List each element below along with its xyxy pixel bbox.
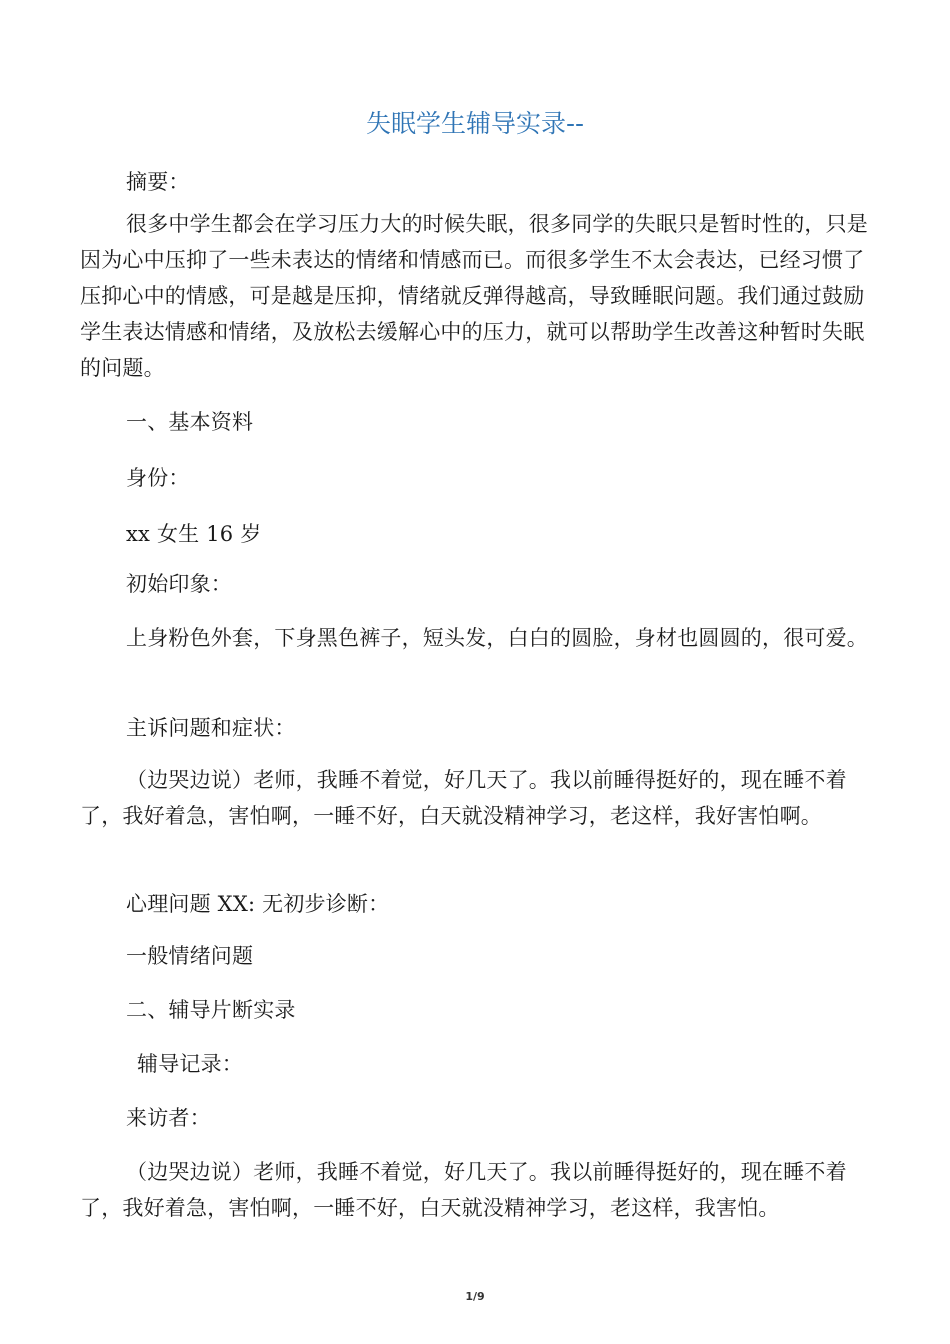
visitor-label: 来访者： xyxy=(126,1106,211,1130)
initial-impression-label: 初始印象： xyxy=(126,572,232,596)
section-basic-info-heading: 一、基本资料 xyxy=(126,410,254,434)
complaint-heading: 主诉问题和症状： xyxy=(126,716,296,740)
diagnosis-value: 一般情绪问题 xyxy=(126,944,254,968)
counseling-record-label: 辅导记录： xyxy=(137,1052,243,1076)
initial-impression-paragraph: 上身粉色外套，下身黑色裤子，短头发，白白的圆脸，身材也圆圆的，很可爱。 xyxy=(126,626,868,650)
identity-label: 身份： xyxy=(126,466,190,490)
identity-value: xx 女生 16 岁 xyxy=(126,522,262,546)
abstract-paragraph: 很多中学生都会在学习压力大的时候失眠，很多同学的失眠只是暂时性的，只是因为心中压抑了一些未表达的情绪和情感而已。而很多学生不太会表达，已经习惯了压抑心中的情感，可是越是压抑，情绪就反弹得越高，导致睡眠问题。我们通过鼓励学生表达情感和情绪，及放松去缓解心中的压力，就可以帮助学生改善这种暂时失眠的问题。 xyxy=(80,212,868,380)
section-counseling-heading: 二、辅导片断实录 xyxy=(126,998,296,1022)
complaint-paragraph: （边哭边说）老师，我睡不着觉，好几天了。我以前睡得挺好的，现在睡不着了，我好着急，害怕啊，一睡不好，白天就没精神学习，老这样，我好害怕啊。 xyxy=(80,768,847,828)
page-number: 1/9 xyxy=(465,1290,485,1303)
abstract-heading: 摘要： xyxy=(126,170,190,194)
visitor-paragraph: （边哭边说）老师，我睡不着觉，好几天了。我以前睡得挺好的，现在睡不着了，我好着急，害怕啊，一睡不好，白天就没精神学习，老这样，我害怕。 xyxy=(80,1160,847,1220)
document-title: 失眠学生辅导实录-- xyxy=(365,109,585,138)
diagnosis-label: 心理问题 XX: 无初步诊断： xyxy=(126,892,390,916)
